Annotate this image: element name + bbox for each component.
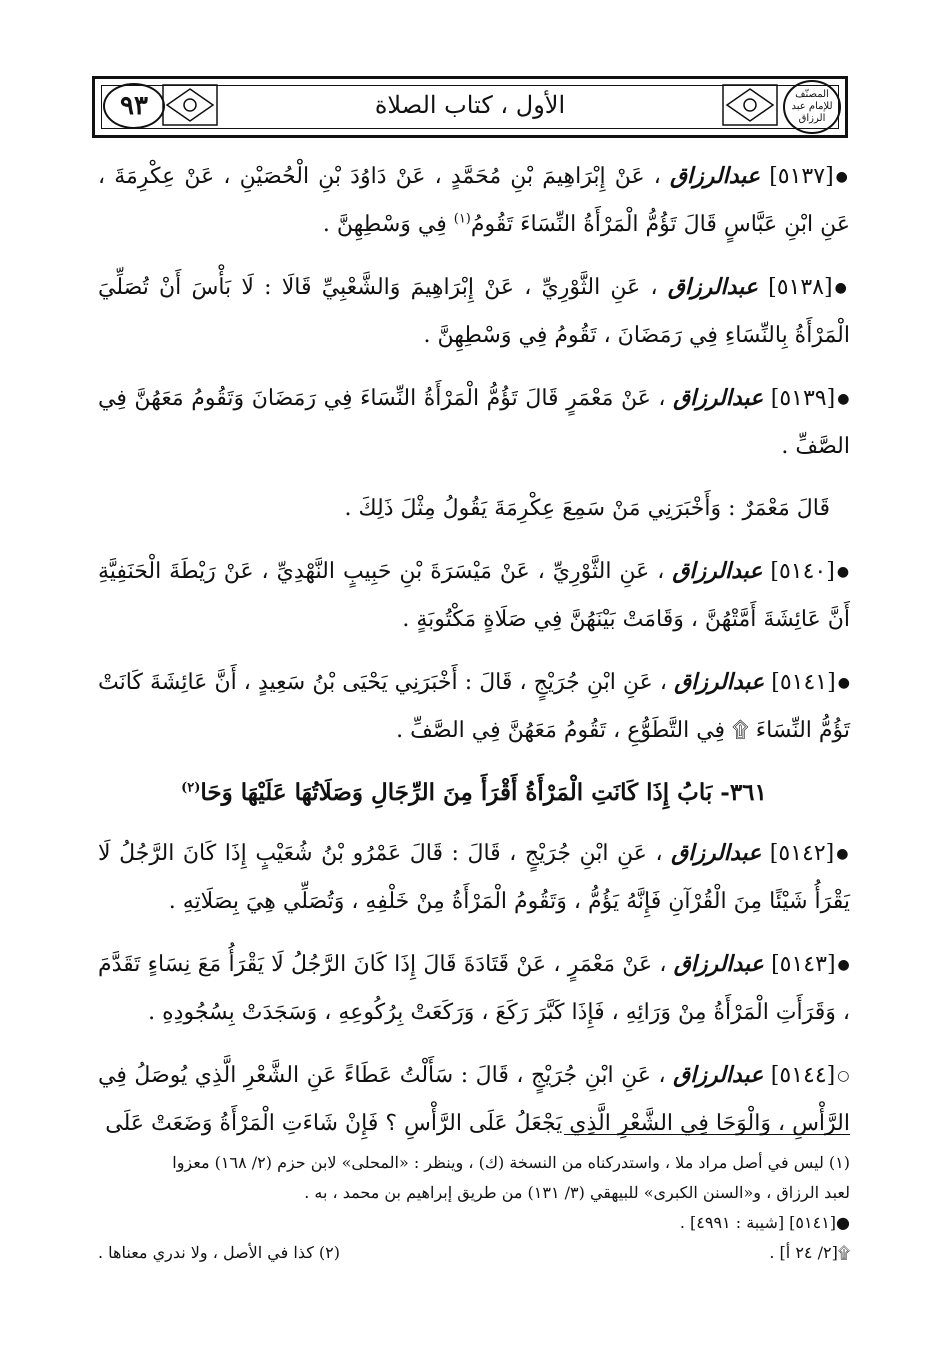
body-text (98, 152, 850, 1162)
entry-5141 (98, 658, 850, 755)
entry-number: [٥١٣٧] (769, 164, 834, 189)
hollow-bullet-icon: ○ (837, 1068, 850, 1084)
chapter-title: بَابُ إِذَا كَانَتِ الْمَرْأَةُ أَقْرَأَ مِنَ الرِّجَالِ وَصَلَاتُهَا عَلَيْهَا وَحَا (200, 779, 713, 806)
bullet-icon: ● (835, 169, 851, 185)
entry-text: ، عَنِ الثَّوْرِيِّ ، عَنْ مَيْسَرَةَ بْنِ حَبِيبٍ النَّهْدِيِّ ، عَنْ رَيْطَةَ الْحَنَفِيَّةِ أَنَّ عَائِشَةَ أَمَّتْهُنَّ ، وَقَامَتْ بَيْنَهُنَّ فِي صَلَاةٍ مَكْتُوبَةٍ . (98, 559, 850, 632)
narrator-name: عبدالرزاق (673, 951, 764, 977)
footnote-1-line-1: (١) ليس في أصل مراد ملا ، واستدركناه من النسخة (ك) ، وينظر : «المحلى» لابن حزم (٢/ ١٦٨) معزوا (172, 1153, 850, 1172)
ornament-right-icon (721, 83, 779, 127)
entry-5138 (98, 263, 850, 360)
bullet-icon: ● (836, 564, 850, 580)
narrator-name: عبدالرزاق (671, 840, 762, 866)
entry-number: [٥١٤٣] (771, 952, 836, 977)
entry-text: ، عَنِ ابْنِ جُرَيْجٍ ، قَالَ : سَأَلْتُ عَطَاءً عَنِ الشَّعْرِ الَّذِي يُوصَلُ فِي الرَّأْسِ ، وَالْوَحَا فِي الشَّعْرِ الَّذِي يَجْعَلُ عَلَى الرَّأْسِ ؟ فَإِنْ شَاءَتِ الْمَرْأَةُ وَضَعَتْ عَلَى (98, 1063, 850, 1136)
narrator-name: عبدالرزاق (673, 1062, 764, 1088)
footnote-marker: (١) (453, 211, 471, 227)
folio-note: ۩[٢/ ٢٤ أ] . (769, 1243, 850, 1262)
narrator-name: عبدالرزاق (673, 385, 764, 411)
entry-5143 (98, 940, 850, 1037)
entry-text: ، عَنِ ابْنِ جُرَيْجٍ ، قَالَ : أَخْبَرَنِي يَحْيَى بْنُ سَعِيدٍ ، أَنَّ عَائِشَةَ كَانَتْ تَؤُمُّ النِّسَاءَ ۩ فِي التَّطَوُّعِ ، تَقُومُ مَعَهُنَّ فِي الصَّفِّ . (98, 670, 850, 743)
entry-number: [٥١٤٢] (769, 841, 835, 866)
bullet-icon: ● (837, 957, 851, 973)
entry-text: ، عَنْ مَعْمَرٍ قَالَ تَؤُمُّ الْمَرْأَةُ النِّسَاءَ فِي رَمَضَانَ وَتَقُومُ مَعَهُنَّ فِي الصَّفِّ . (98, 386, 850, 459)
chapter-number: ٣٦١- (720, 779, 767, 806)
footnote-2: (٢) كذا في الأصل ، ولا ندري معناها . (98, 1243, 340, 1262)
narrator-name: عبدالرزاق (674, 669, 765, 695)
entry-number: [٥١٣٩] (770, 386, 836, 411)
chapter-heading (98, 769, 850, 817)
footnote-marker: (٢) (181, 780, 201, 796)
cross-reference-5141: ●[٥١٤١] [شيبة : ٤٩٩١] . (679, 1213, 850, 1232)
entry-5139 (98, 374, 850, 471)
book-logo: المصنّف للإمام عبد الرزاق (783, 80, 841, 134)
footnote-separator (564, 1134, 850, 1135)
footnote-row (98, 1238, 850, 1268)
entry-text: ، عَنِ ابْنِ جُرَيْجٍ ، قَالَ : قَالَ عَمْرُو بْنُ شُعَيْبٍ إِذَا كَانَ الرَّجُلُ لَا يَقْرَأُ شَيْئًا مِنَ الْقُرْآنِ فَإِنَّهُ يَؤُمُّ ، وَتَقُومُ الْمَرْأَةُ مِنْ خَلْفِهِ ، وَتُصَلِّي هِيَ بِصَلَاتِهِ . (98, 841, 850, 914)
ornament-left-icon (161, 83, 219, 127)
entry-5142 (98, 829, 850, 926)
footnote-1-line-2: لعبد الرزاق ، و«السنن الكبرى» للبيهقي (٣/ ١٣١) من طريق إبراهيم بن محمد ، به . (304, 1183, 850, 1202)
entry-5140 (98, 547, 850, 644)
page-number: ٩٣ (103, 83, 165, 129)
entry-5137 (98, 152, 850, 249)
entry-number: [٥١٣٨] (768, 275, 833, 300)
entry-number: [٥١٤٤] (770, 1063, 836, 1088)
running-title: الأول ، كتاب الصلاة (374, 91, 566, 119)
quote-5139: قَالَ مَعْمَرٌ : وَأَخْبَرَنِي مَنْ سَمِعَ عِكْرِمَةَ يَقُولُ مِثْلَ ذَلِكَ . (344, 496, 830, 521)
narrator-name: عبدالرزاق (669, 163, 761, 189)
narrator-name: عبدالرزاق (672, 558, 763, 584)
entry-number: [٥١٤٠] (770, 559, 835, 584)
entry-text-continued: فِي وَسْطِهِنَّ . (322, 212, 454, 237)
entry-number: [٥١٤١] (771, 670, 836, 695)
bullet-icon: ● (837, 675, 850, 691)
bullet-icon: ● (837, 391, 851, 407)
footnotes (98, 1148, 850, 1268)
bullet-icon: ● (834, 280, 851, 296)
bullet-icon: ● (836, 846, 851, 862)
entry-text: ، عَنْ مَعْمَرٍ ، عَنْ قَتَادَةَ قَالَ إِذَا كَانَ الرَّجُلُ لَا يَقْرَأُ مَعَ نِسَاءٍ تَقَدَّمَ ، وَقَرَأَتِ الْمَرْأَةُ مِنْ وَرَائِهِ ، فَإِذَا كَبَّرَ رَكَعَ ، وَرَكَعَتْ بِرُكُوعِهِ ، وَسَجَدَتْ بِسُجُودِهِ . (98, 952, 850, 1025)
entry-text: ، عَنْ إِبْرَاهِيمَ بْنِ مُحَمَّدٍ ، عَنْ دَاوُدَ بْنِ الْحُصَيْنِ ، عَنْ عِكْرِمَةَ ، عَنِ ابْنِ عَبَّاسٍ قَالَ تَؤُمُّ الْمَرْأَةُ النِّسَاءَ تَقُومُ (98, 164, 850, 237)
header-banner (92, 76, 848, 138)
narrator-name: عبدالرزاق (667, 274, 758, 300)
entry-text: ، عَنِ الثَّوْرِيِّ ، عَنْ إِبْرَاهِيمَ وَالشَّعْبِيِّ قَالَا : لَا بَأْسَ أَنْ تُصَلِّيَ الْمَرْأَةُ بِالنِّسَاءِ فِي رَمَضَانَ ، تَقُومُ فِي وَسْطِهِنَّ . (98, 275, 850, 348)
